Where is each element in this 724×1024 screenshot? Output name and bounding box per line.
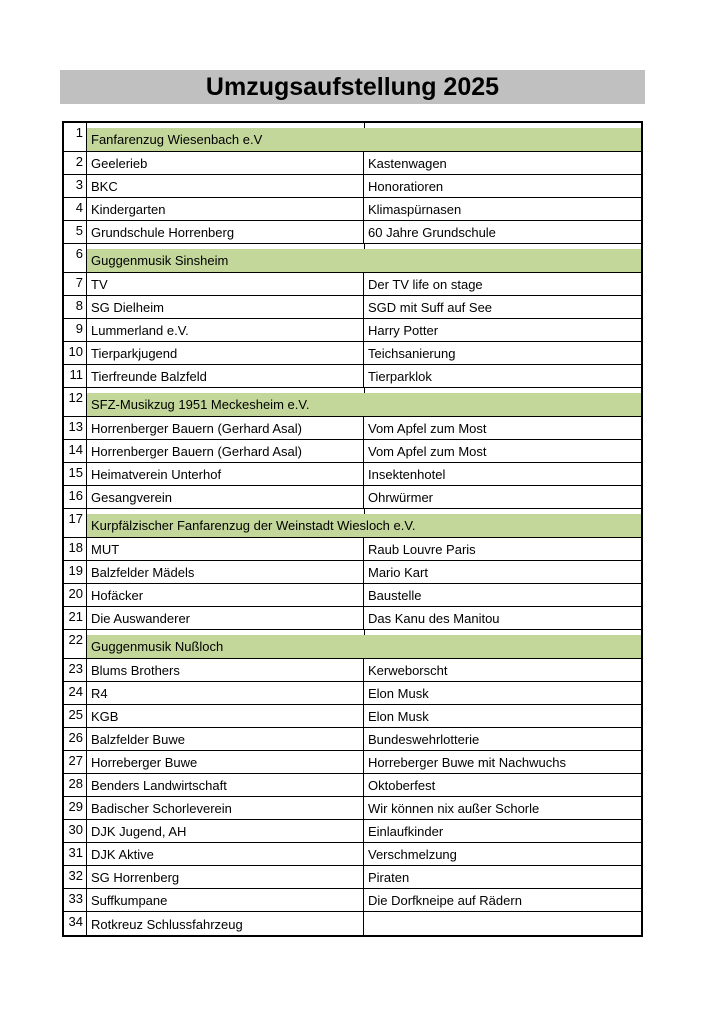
row-number: 1 <box>64 123 87 151</box>
row-number: 26 <box>64 728 87 750</box>
row-number: 15 <box>64 463 87 485</box>
section-gap <box>87 123 641 128</box>
group-name: TV <box>87 273 364 295</box>
row-number: 12 <box>64 388 87 416</box>
table-row <box>64 538 641 561</box>
group-name: Horrenberger Bauern (Gerhard Asal) <box>87 440 364 462</box>
group-motto: Mario Kart <box>368 565 428 580</box>
group-name: Lummerland e.V. <box>87 319 364 341</box>
row-number: 21 <box>64 607 87 629</box>
group-name: KGB <box>87 705 364 727</box>
table-row <box>64 584 641 607</box>
section-band-wrap <box>87 509 641 537</box>
row-number: 24 <box>64 682 87 704</box>
row-number: 23 <box>64 659 87 681</box>
row-number: 2 <box>64 152 87 174</box>
group-motto: Bundeswehrlotterie <box>368 732 480 747</box>
group-name: Horreberger Buwe <box>87 751 364 773</box>
group-motto: Verschmelzung <box>368 847 457 862</box>
group-name: Die Auswanderer <box>87 607 364 629</box>
row-number: 27 <box>64 751 87 773</box>
section-row <box>64 123 641 152</box>
group-motto: Tierparklok <box>368 369 432 384</box>
table-row <box>64 607 641 630</box>
section-row <box>64 244 641 273</box>
table-row <box>64 417 641 440</box>
table-row <box>64 889 641 912</box>
group-name: Balzfelder Buwe <box>87 728 364 750</box>
row-number: 22 <box>64 630 87 658</box>
table-row <box>64 486 641 509</box>
group-motto: Harry Potter <box>368 323 439 338</box>
group-motto: Honoratioren <box>368 179 444 194</box>
section-row <box>64 388 641 417</box>
section-row <box>64 509 641 538</box>
table-row <box>64 705 641 728</box>
group-motto: Wir können nix außer Schorle <box>368 801 540 816</box>
table-row <box>64 440 641 463</box>
row-number: 34 <box>64 912 87 935</box>
table-row <box>64 866 641 889</box>
group-name: Badischer Schorleverein <box>87 797 364 819</box>
section-label: Guggenmusik Sinsheim <box>87 249 641 272</box>
row-number: 11 <box>64 365 87 387</box>
group-name: SG Horrenberg <box>87 866 364 888</box>
group-motto: Elon Musk <box>368 686 429 701</box>
group-motto: Teichsanierung <box>368 346 456 361</box>
row-number: 20 <box>64 584 87 606</box>
group-name: Kindergarten <box>87 198 364 220</box>
group-motto: Elon Musk <box>368 709 429 724</box>
row-number: 19 <box>64 561 87 583</box>
group-motto: Raub Louvre Paris <box>368 542 476 557</box>
table-row <box>64 273 641 296</box>
table-row <box>64 728 641 751</box>
group-name: Geelerieb <box>87 152 364 174</box>
table-row <box>64 843 641 866</box>
row-number: 32 <box>64 866 87 888</box>
group-motto: Horreberger Buwe mit Nachwuchs <box>368 755 566 770</box>
row-number: 7 <box>64 273 87 295</box>
group-name: Gesangverein <box>87 486 364 508</box>
table-row <box>64 152 641 175</box>
section-label: Fanfarenzug Wiesenbach e.V <box>87 128 641 151</box>
table-row <box>64 561 641 584</box>
group-motto: Einlaufkinder <box>368 824 444 839</box>
group-name: DJK Jugend, AH <box>87 820 364 842</box>
group-name: Balzfelder Mädels <box>87 561 364 583</box>
section-label: SFZ-Musikzug 1951 Meckesheim e.V. <box>87 393 641 416</box>
row-number: 5 <box>64 221 87 243</box>
group-motto: Piraten <box>368 870 410 885</box>
group-name: Heimatverein Unterhof <box>87 463 364 485</box>
group-name: Tierfreunde Balzfeld <box>87 365 364 387</box>
table-row <box>64 463 641 486</box>
section-label: Kurpfälzischer Fanfarenzug der Weinstadt Wiesloch e.V. <box>87 514 641 537</box>
group-motto: Ohrwürmer <box>368 490 434 505</box>
row-number: 31 <box>64 843 87 865</box>
group-motto <box>364 912 641 935</box>
group-name: Benders Landwirtschaft <box>87 774 364 796</box>
lineup-table <box>62 121 643 937</box>
group-name: Rotkreuz Schlussfahrzeug <box>87 912 364 935</box>
group-motto: Die Dorfkneipe auf Rädern <box>368 893 522 908</box>
group-name: Horrenberger Bauern (Gerhard Asal) <box>87 417 364 439</box>
group-motto: Klimaspürnasen <box>368 202 462 217</box>
table-row <box>64 751 641 774</box>
section-gap <box>87 630 641 635</box>
row-number: 33 <box>64 889 87 911</box>
section-band-wrap <box>87 630 641 658</box>
row-number: 30 <box>64 820 87 842</box>
table-row <box>64 365 641 388</box>
row-number: 29 <box>64 797 87 819</box>
table-row <box>64 797 641 820</box>
row-number: 6 <box>64 244 87 272</box>
group-motto: Das Kanu des Manitou <box>368 611 500 626</box>
group-motto: Insektenhotel <box>368 467 446 482</box>
group-name: BKC <box>87 175 364 197</box>
group-name: Blums Brothers <box>87 659 364 681</box>
group-motto: Baustelle <box>368 588 422 603</box>
table-row <box>64 659 641 682</box>
document-title-bar <box>60 70 645 104</box>
group-name: DJK Aktive <box>87 843 364 865</box>
section-gap <box>87 244 641 249</box>
row-number: 25 <box>64 705 87 727</box>
table-row <box>64 198 641 221</box>
row-number: 18 <box>64 538 87 560</box>
table-row <box>64 221 641 244</box>
row-number: 17 <box>64 509 87 537</box>
table-row <box>64 342 641 365</box>
row-number: 4 <box>64 198 87 220</box>
row-number: 10 <box>64 342 87 364</box>
row-number: 28 <box>64 774 87 796</box>
table-row <box>64 296 641 319</box>
section-gap <box>87 509 641 514</box>
group-name: Suffkumpane <box>87 889 364 911</box>
table-row <box>64 912 641 935</box>
group-motto: Kastenwagen <box>368 156 447 171</box>
section-band-wrap <box>87 388 641 416</box>
group-name: Tierparkjugend <box>87 342 364 364</box>
row-number: 14 <box>64 440 87 462</box>
group-motto: Der TV life on stage <box>368 277 483 292</box>
page-title: Umzugsaufstellung 2025 <box>205 72 500 101</box>
row-number: 9 <box>64 319 87 341</box>
group-name: R4 <box>87 682 364 704</box>
group-motto: 60 Jahre Grundschule <box>368 225 496 240</box>
row-number: 16 <box>64 486 87 508</box>
group-name: Hofäcker <box>87 584 364 606</box>
table-row <box>64 820 641 843</box>
group-name: Grundschule Horrenberg <box>87 221 364 243</box>
table-row <box>64 319 641 342</box>
group-name: SG Dielheim <box>87 296 364 318</box>
section-label: Guggenmusik Nußloch <box>87 635 641 658</box>
group-motto: Oktoberfest <box>368 778 436 793</box>
row-number: 8 <box>64 296 87 318</box>
section-gap <box>87 388 641 393</box>
row-number: 13 <box>64 417 87 439</box>
table-row <box>64 175 641 198</box>
section-band-wrap <box>87 123 641 151</box>
section-row <box>64 630 641 659</box>
row-number: 3 <box>64 175 87 197</box>
group-motto: Vom Apfel zum Most <box>368 421 487 436</box>
table-row <box>64 774 641 797</box>
group-motto: Vom Apfel zum Most <box>368 444 487 459</box>
group-motto: Kerweborscht <box>368 663 448 678</box>
section-band-wrap <box>87 244 641 272</box>
group-motto: SGD mit Suff auf See <box>368 300 493 315</box>
group-name: MUT <box>87 538 364 560</box>
table-row <box>64 682 641 705</box>
